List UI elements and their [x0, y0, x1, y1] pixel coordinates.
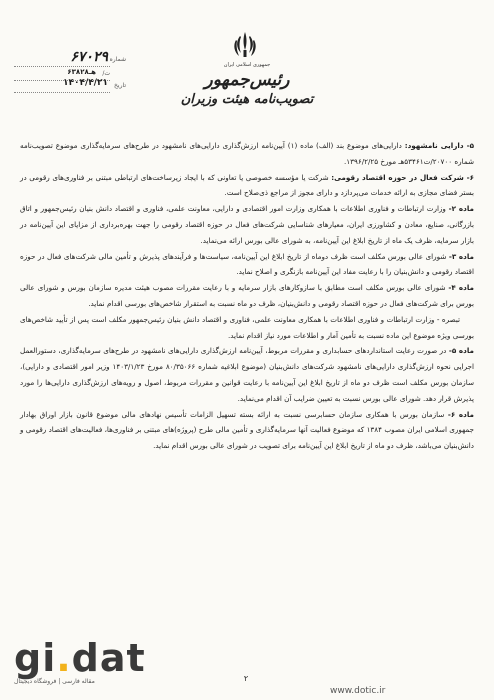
- decree-date: ۱۴۰۴/۴/۲۱: [62, 78, 108, 88]
- republic-label: جمهوری اسلامی ایران: [223, 62, 271, 68]
- iran-emblem-icon: [232, 30, 258, 60]
- paragraph: ماده ۲- وزارت ارتباطات و فناوری اطلاعات با همکاری وزارت امور اقتصادی و دارایی، معاونت علمی، فناوری و اقتصاد دانش بنیان رئیس‌جمهور و اتاق بازرگانی، صنایع، معادن و کشاورزی ایران، معیارهای شناسایی شرکت‌های فعال در حوزه اقتصاد رقومی را جهت بهره‌برداری از مزایای این آیین‌نامه در بازار سرمایه، ظرف یک ماه از تاریخ ابلاغ این آیین‌نامه، به شورای عالی بورس ارائه می‌نماید.: [20, 204, 474, 245]
- decree-number: ۶۷۰۲۹: [70, 49, 108, 65]
- president-title: رئیس‌جمهور: [204, 70, 290, 90]
- paragraph: ماده ۴- شورای عالی بورس مکلف است مطابق با سازوکارهای بازار سرمایه و با رعایت مقررات مصوب هیئت مدیره سازمان بورس و شورای عالی بورس برای شرکت‌های فعال در حوزه اقتصاد رقومی و دانش‌بنیان، ظرف دو ماه نسبت به استقرار شاخص‌های بورسی اقدام نماید.: [20, 283, 474, 308]
- paragraph: ماده ۶- سازمان بورس با همکاری سازمان حسابرسی نسبت به ارائه بسته تسهیل الزامات تأسیس نهادهای مالی موضوع قانون بازار اوراق بهادار جمهوری اسلامی ایران مصوب ۱۳۸۴ که موضوع فعالیت آنها سرمایه‌گذاری و تأمین مالی طرح (پروژه)های مبتنی بر فناوری‌ها، فعالیت‌های اقتصاد رقومی و دانش‌بنیان می‌باشد، ظرف دو ماه از تاریخ ابلاغ این آیین‌نامه برای تصویب در شورای عالی بورس اقدام نماید.: [20, 409, 475, 451]
- paragraph: ماده ۵- در صورت رعایت استانداردهای حسابداری و مقررات مربوط، آیین‌نامه ارزش‌گذاری دارایی‌های نامشهود در طرح‌های سرمایه‌گذاری، دستورالعمل اجرایی نحوه ارزش‌گذاری دارایی‌های نامشهود شرکت‌های دانش‌بنیان (موضوع ابلاغیه شماره ۸۰/۳۵۰۶۶ مورخ ۱۴۰۳/۱/۲۳ وزیر امور اقتصادی و دارایی)، سازمان بورس مکلف است ظرف دو ماه از تاریخ ابلاغ این آیین‌نامه با رعایت قوانین و مقررات مربوط، اصول و رویه‌های ارزش‌گذاری دارایی‌ها را مورد پذیرش قرار دهد. شورای عالی بورس نسبت به تعیین ضرایب آن اقدام می‌نماید.: [20, 346, 474, 403]
- watermark-url: www.dotic.ir: [330, 686, 386, 696]
- note-paragraph: تبصره - وزارت ارتباطات و فناوری اطلاعات با همکاری معاونت علمی، فناوری و اقتصاد دانش بنیان رئیس‌جمهور مکلف است پس از تأیید شاخص‌های بورسی ویژه موضوع این ماده نسبت به تأمین آمار و اطلاعات مورد نیاز اقدام نماید.: [20, 314, 474, 340]
- cabinet-decree-title: تصویب‌نامه هیئت وزیران: [180, 92, 314, 107]
- decree-number-field: [14, 49, 126, 66]
- document-body: [20, 138, 474, 454]
- decree-date-field: [14, 80, 126, 92]
- watermark: [14, 636, 146, 690]
- date-label: تاریخ: [114, 82, 126, 89]
- number-label: شماره: [109, 56, 126, 63]
- page-number: ۲: [243, 674, 249, 683]
- decree-code-label: /ت: [102, 70, 110, 77]
- paragraph: ۶- شرکت فعال در حوزه اقتصاد رقومی: شرکت یا مؤسسه خصوصی یا تعاونی که با ایجاد زیرساخت‌های ارتباطی مبتنی بر فناوری‌های رقومی در بستر فضای مجازی به ارائه خدمات می‌پردازد و دارای مجوز از مراجع ذی‌صلاح است.: [20, 172, 475, 198]
- watermark-subtitle: مقاله فارسی | فروشگاه دیجیتال: [14, 678, 95, 685]
- paragraph: ماده ۳- شورای عالی بورس مکلف است ظرف دوماه از تاریخ ابلاغ این آیین‌نامه، سیاست‌ها و فرآیندهای پذیرش و تأمین مالی شرکت‌های فعال در حوزه اقتصاد رقومی و دانش‌بنیان را با رعایت مفاد این آیین‌نامه بازنگری و اصلاح نماید.: [20, 251, 474, 277]
- watermark-logo: gi.dat: [14, 636, 146, 680]
- decree-code: ۶۳۸۲۸هـ: [67, 68, 96, 76]
- paragraph: ۵- دارایی نامشهود: دارایی‌های موضوع بند (الف) ماده (۱) آیین‌نامه ارزش‌گذاری دارایی‌های نامشهود در طرح‌های سرمایه‌گذاری موضوع تصویب‌نامه شماره ۲۰۷۰۰/ت۵۳۴۶۱هـ مورخ ۱۳۹۶/۲/۲۵.: [20, 141, 474, 166]
